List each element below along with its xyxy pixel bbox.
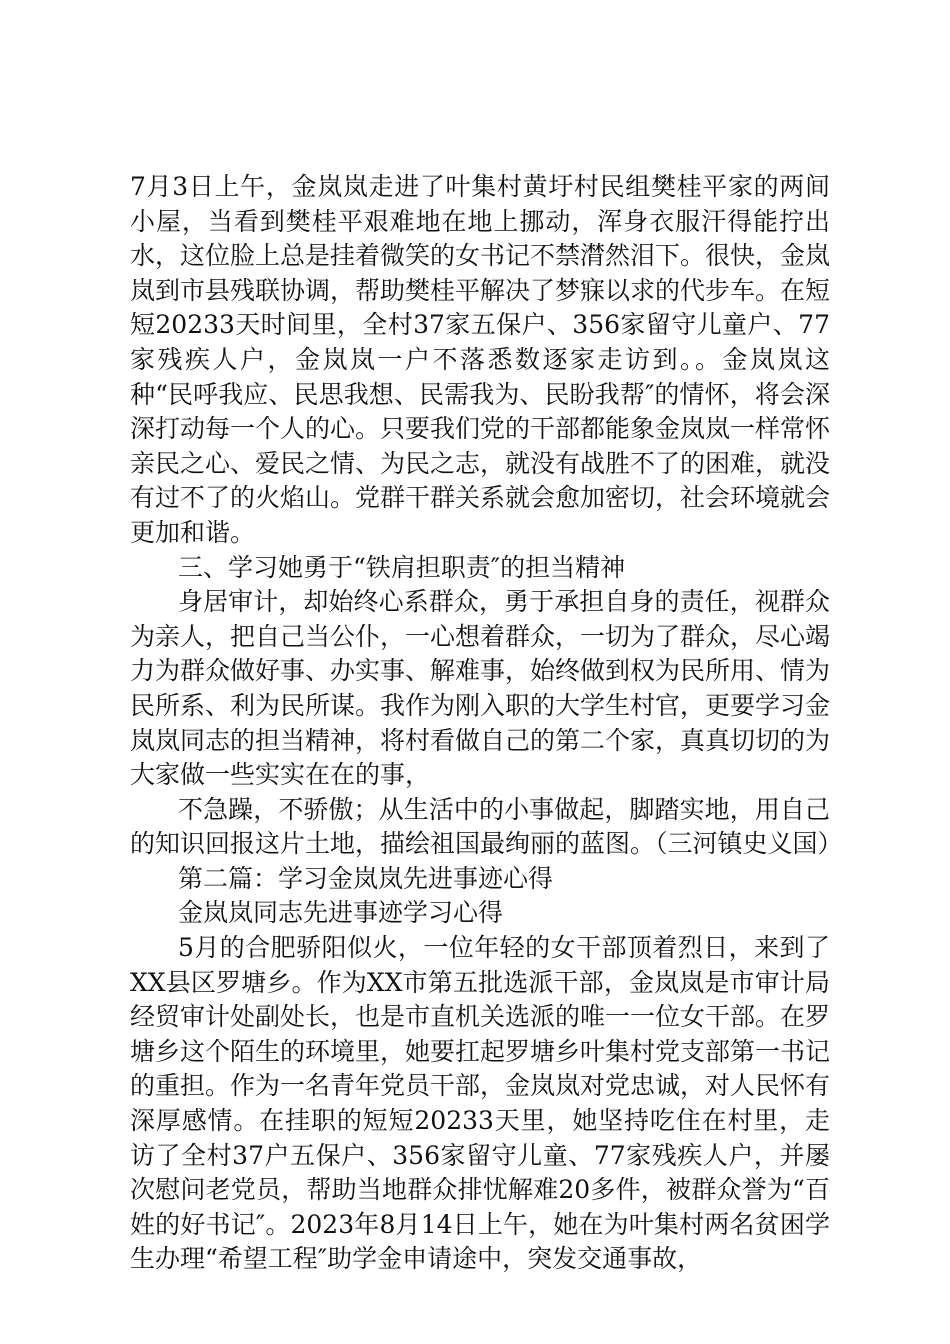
section-heading-three: 三、学习她勇于“铁肩担职责″的担当精神 [178, 552, 626, 582]
article-two-subtitle: 金岚岚同志先进事迹学习心得 [178, 898, 504, 928]
paragraph-introduction: 5月的合肥骄阳似火，一位年轻的女干部顶着烈日，来到了XX县区罗塘乡。作为XX市第五批选派干部，金岚岚是市审计局经贸审计处副处长，也是市直机关选派的唯一一位女干部。在罗塘乡这个陌生的环境里，她要扛起罗塘乡叶集村党支部第一书记的重担。作为一名青年党员干部，金岚岚对党忠诚，对人民怀有深厚感情。在挂职的短短20233天里，她坚持吃住在村里，走访了全村37户五保户、356家留守儿童、77家残疾人户，并屡次慰问老党员，帮助当地群众排忧解难20多件，被群众誉为“百姓的好书记″。2023年8月14日上午，她在为叶集村两名贫困学生办理“希望工程″助学金申请途中，突发交通事故， [130, 933, 831, 1274]
paragraph-visit-story: 7月3日上午，金岚岚走进了叶集村黄圩村民组樊桂平家的两间小屋，当看到樊桂平艰难地在地上挪动，浑身衣服汗得能拧出水，这位脸上总是挂着微笑的女书记不禁潸然泪下。很快，金岚岚到市县残联协调，帮助樊桂平解决了梦寐以求的代步车。在短短20233天时间里，全村37家五保户、356家留守儿童户、77家残疾人户，金岚岚一户不落悉数逐家走访到。。金岚岚这种“民呼我应、民思我想、民需我为、民盼我帮″的情怀，将会深深打动每一个人的心。只要我们党的干部都能象金岚岚一样常怀亲民之心、爱民之情、为民之志，就没有战胜不了的困难，就没有过不了的火焰山。党群干群关系就会愈加密切，社会环境就会更加和谐。 [130, 172, 831, 547]
paragraph-responsibility: 身居审计，却始终心系群众，勇于承担自身的责任，视群众为亲人，把自己当公仆，一心想着群众，一切为了群众，尽心竭力为群众做好事、办实事、解难事，始终做到权为民所用、情为民所系、利为民所谋。我作为刚入职的大学生村官，更要学习金岚岚同志的担当精神，将村看做自己的第二个家，真真切切的为大家做一些实实在在的事， [130, 587, 831, 790]
paragraph-closing: 不急躁，不骄傲；从生活中的小事做起，脚踏实地，用自己的知识回报这片土地，描绘祖国最绚丽的蓝图。（三河镇史义国） [130, 794, 843, 859]
document-page [130, 170, 843, 1277]
article-two-title: 第二篇：学习金岚岚先进事迹心得 [178, 863, 554, 893]
